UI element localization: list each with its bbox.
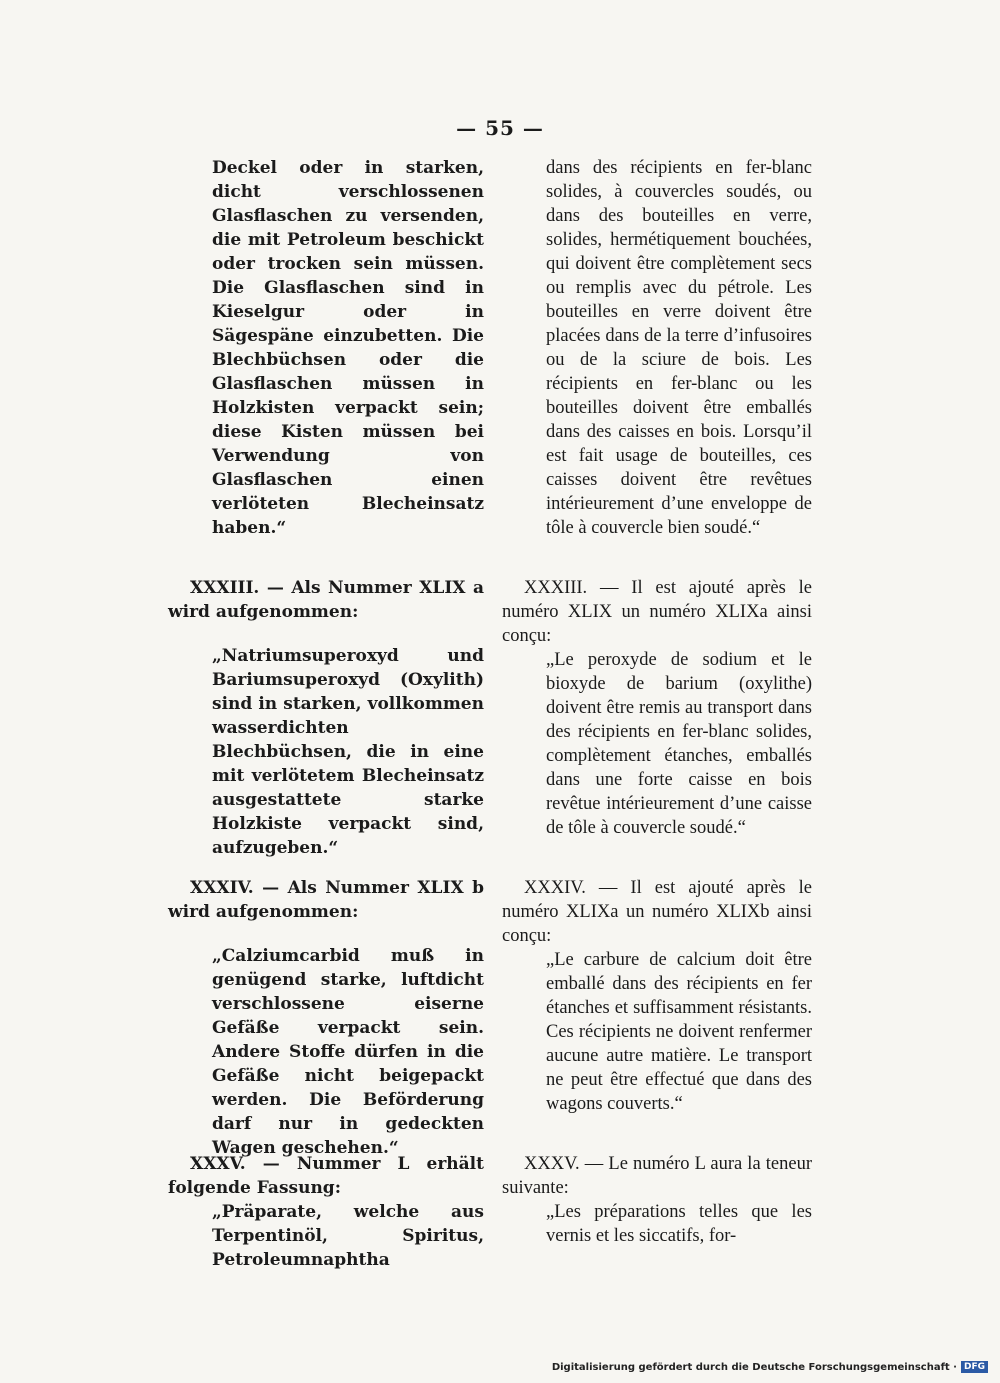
german-section-xxxiv-quote: „Calziumcarbid muß in genügend starke, luftdicht verschlossene eiserne Gefäße verpackt sein. Andere Stoffe dürfen in die Gefäße nicht beigepackt werden. Die Beförderung darf nur in gedeckten Wagen geschehen.“ [212,946,484,1158]
french-section-xxxv-heading: XXXV. — Le numéro L aura la teneur suivante: [502,1154,812,1198]
french-section-xxxiii-heading: XXXIII. — Il est ajouté après le numéro XLIX un numéro XLIXa ainsi conçu: [502,578,812,646]
french-section-xxxiv [502,876,812,1116]
german-section-xxxiv [168,876,484,1160]
digitization-credit-text: Digitalisierung gefördert durch die Deutsche Forschungsgemeinschaft · [551,1361,957,1373]
german-section-xxxiii [168,576,484,860]
digitization-credit [552,1361,988,1373]
german-section-xxxiv-heading: XXXIV. — Als Nummer XLIX b wird aufgenommen: [168,878,484,922]
french-continuation [502,156,812,540]
german-continuation-text: Deckel oder in starken, dicht verschlossenen Glasflaschen zu versenden, die mit Petroleum beschickt oder trocken sein müssen. Die Glasflaschen sind in Kieselgur oder in Sägespäne einzubetten. Die Blechbüchsen oder die Glasflaschen müssen in Holzkisten verpackt sein; diese Kisten müssen bei Verwendung von Glasflaschen einen verlöteten Blecheinsatz haben.“ [212,158,484,538]
french-section-xxxv-quote: „Les préparations telles que les vernis et les siccatifs, for- [546,1202,812,1246]
german-section-xxxv-heading: XXXV. — Nummer L erhält folgende Fassung: [168,1154,484,1198]
german-section-xxxiii-quote: „Natriumsuperoxyd und Bariumsuperoxyd (Oxylith) sind in starken, vollkommen wasserdichten Blechbüchsen, die in eine mit verlötetem Blecheinsatz ausgestattete starke Holzkiste verpackt sind, aufzugeben.“ [212,646,484,858]
german-section-xxxv-quote: „Präparate, welche aus Terpentinöl, Spiritus, Petroleumnaphtha [212,1202,484,1270]
page-number: — 55 — [456,116,544,140]
french-section-xxxv [502,1152,812,1248]
german-section-xxxv [168,1152,484,1272]
german-section-xxxiii-heading: XXXIII. — Als Nummer XLIX a wird aufgenommen: [168,578,484,622]
french-section-xxxiii-quote: „Le peroxyde de sodium et le bioxyde de barium (oxylithe) doivent être remis au transport dans des récipients en fer-blanc solides, complètement étanches, emballés dans une forte caisse en bois revêtue intérieurement d’une caisse de tôle à couvercle soudé.“ [546,650,812,838]
french-section-xxxiv-heading: XXXIV. — Il est ajouté après le numéro XLIXa un numéro XLIXb ainsi conçu: [502,878,812,946]
dfg-logo: DFG [961,1361,988,1373]
french-section-xxxiv-quote: „Le carbure de calcium doit être emballé dans des récipients en fer étanches et suffisamment résistants. Ces récipients ne doivent renfermer aucune autre matière. Le transport ne peut être effectué que dans des wagons couverts.“ [546,950,812,1114]
french-section-xxxiii [502,576,812,840]
french-continuation-text: dans des récipients en fer-blanc solides, à couvercles soudés, ou dans des bouteilles en verre, solides, hermétiquement bouchées, qui doivent être complètement secs ou remplis avec du pétrole. Les bouteilles en verre doivent être placées dans de la terre d’infusoires ou de la sciure de bois. Les récipients en fer-blanc ou les bouteilles doivent être emballés dans des caisses en bois. Lorsqu’il est fait usage de bouteilles, ces caisses doivent être revêtues intérieurement d’une enveloppe de tôle à couvercle bien soudé.“ [546,158,812,538]
german-continuation [168,156,484,540]
